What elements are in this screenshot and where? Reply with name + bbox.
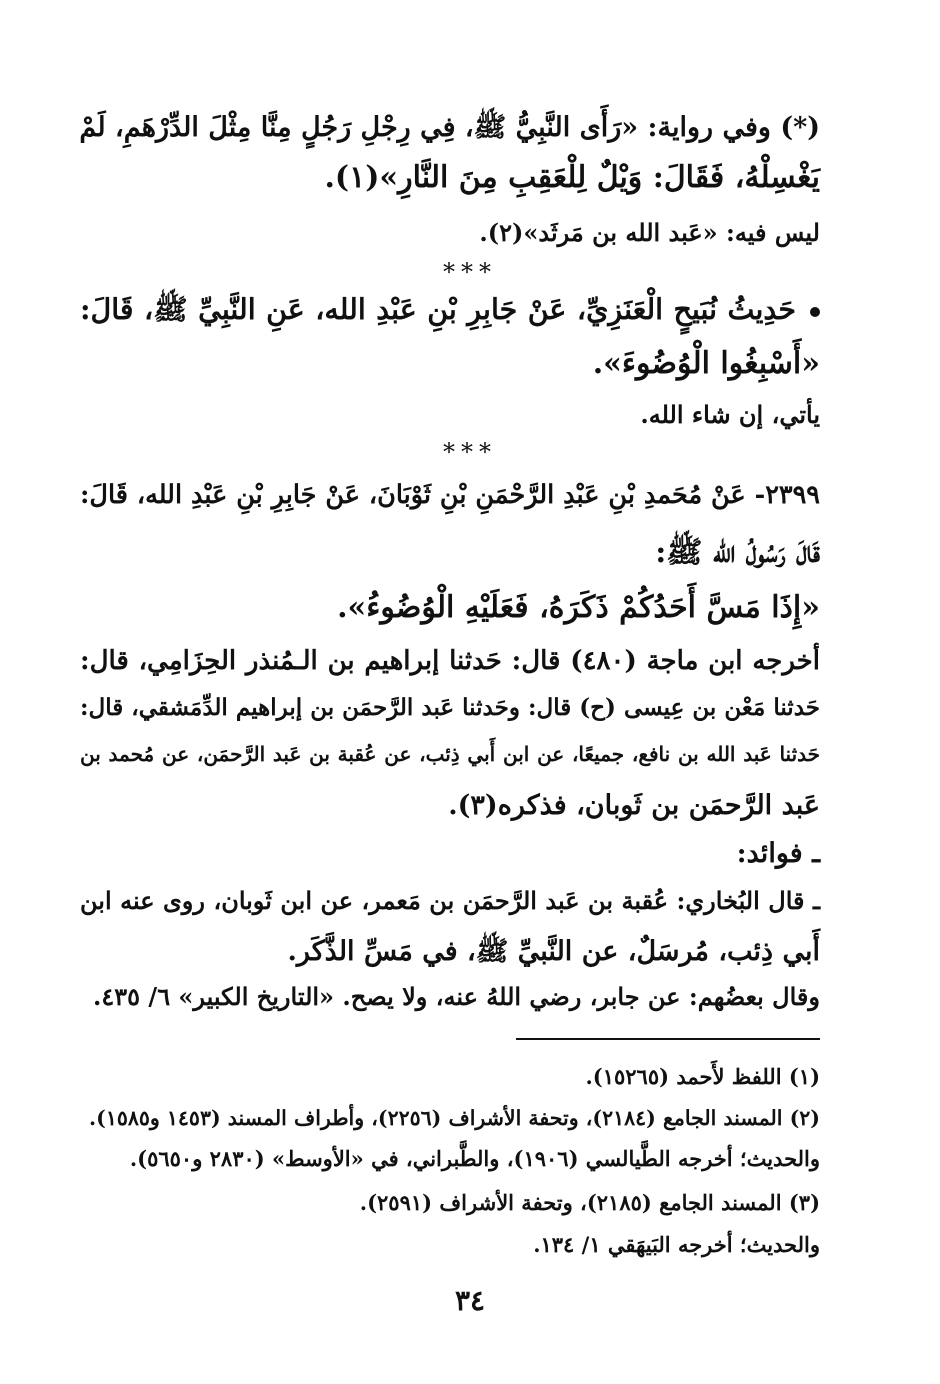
fawaid-line-2: أَبي ذِئب، مُرسَلٌ، عن النَّبيِّ ﷺ، في مَسِّ الذَّكَر. (287, 936, 820, 967)
fawaid-line-1: ـ قال البُخاري: عُقبة بن عَبد الرَّحمَن بن مَعمر، عن ابن ثَوبان، روى عنه ابن (80, 886, 820, 915)
narration-2-line-2: «أَسْبِغُوا الْوُضُوءَ». (592, 346, 820, 381)
takhrij-line-2: حَدثنا مَعْن بن عِيسى (ح) قال: وحَدثنا عَبد الرَّحمَن بن إبراهيم الدِّمَشقي، قال: (80, 694, 820, 721)
footnote-3-continued: والحديث؛ أخرجه البَيهَقي ١/ ١٣٤. (533, 1232, 820, 1257)
footnote-2-continued: والحديث؛ أخرجه الطَّيالسي (١٩٠٦)، والطَّبراني، في «الأوسط» (٢٨٣٠ و٥٦٥٠). (129, 1146, 820, 1171)
narration-1-note: ليس فيه: «عَبد الله بن مَرثَد»(٢). (479, 218, 820, 247)
narration-2-line-1: حَدِيثُ نُبَيحٍ الْعَنَزِيِّ، عَنْ جَابِرِ بْنِ عَبْدِ الله، عَنِ النَّبِيِّ ﷺ، قَالَ: (80, 292, 796, 326)
narration-1-line-1: (*) وفي رواية: «رَأَى النَّبِيُّ ﷺ، فِي رِجْلِ رَجُلٍ مِنَّا مِثْلَ الدِّرْهَمِ، لَمْ (79, 112, 820, 143)
separator-stars-2: *** (443, 438, 497, 466)
takhrij-line-1: أخرجه ابن ماجة (٤٨٠) قال: حَدثنا إبراهيم بن الـمُنذر الحِزَامِي، قال: (80, 646, 820, 676)
narration-1-line-2: يَغْسِلْهُ، فَقَالَ: وَيْلٌ لِلْعَقِبِ مِنَ النَّارِ»(١). (324, 160, 820, 195)
takhrij-line-4: عَبد الرَّحمَن بن ثَوبان، فذكره(٣). (448, 790, 820, 821)
footnote-2: (٢) المسند الجامع (٢١٨٤)، وتحفة الأشراف (٢٢٥٦)، وأطراف المسند (١٤٥٣ و١٥٨٥). (88, 1106, 820, 1130)
footnote-3: (٣) المسند الجامع (٢١٨٥)، وتحفة الأشراف (٢٥٩١). (359, 1190, 820, 1215)
footnote-divider (516, 1038, 820, 1040)
hadith-line-3: «إِذَا مَسَّ أَحَدُكُمْ ذَكَرَهُ، فَعَلَيْهِ الْوُضُوءُ». (337, 590, 820, 625)
page-number: ٣٤ (454, 1284, 486, 1317)
footnote-1: (١) اللفظ لأَحمد (١٥٢٦٥). (585, 1064, 820, 1089)
separator-stars: *** (443, 258, 497, 286)
narration-2-note: يأتي، إن شاء الله. (640, 400, 820, 429)
fawaid-line-3: وقال بعضُهم: عن جابر، رضي اللهُ عنه، ولا يصح. «التاريخ الكبير» ٦/ ٤٣٥. (93, 982, 820, 1011)
bullet-icon (810, 307, 820, 317)
hadith-line-2: قَالَ رَسُولُ الله ﷺ: (655, 535, 820, 570)
takhrij-line-3: حَدثنا عَبد الله بن نافع، جميعًا، عن ابن أَبي ذِئب، عن عُقبة بن عَبد الرَّحمَن، عن مُحمد بن (80, 742, 820, 766)
narration-2-line-1-row (80, 292, 820, 334)
hadith-line-1: ٢٣٩٩- عَنْ مُحَمدِ بْنِ عَبْدِ الرَّحْمَنِ بْنِ ثَوْبَانَ، عَنْ جَابِرِ بْنِ عَبْدِ الله، قَالَ: (80, 480, 820, 510)
fawaid-heading: ـ فوائد: (736, 838, 820, 869)
